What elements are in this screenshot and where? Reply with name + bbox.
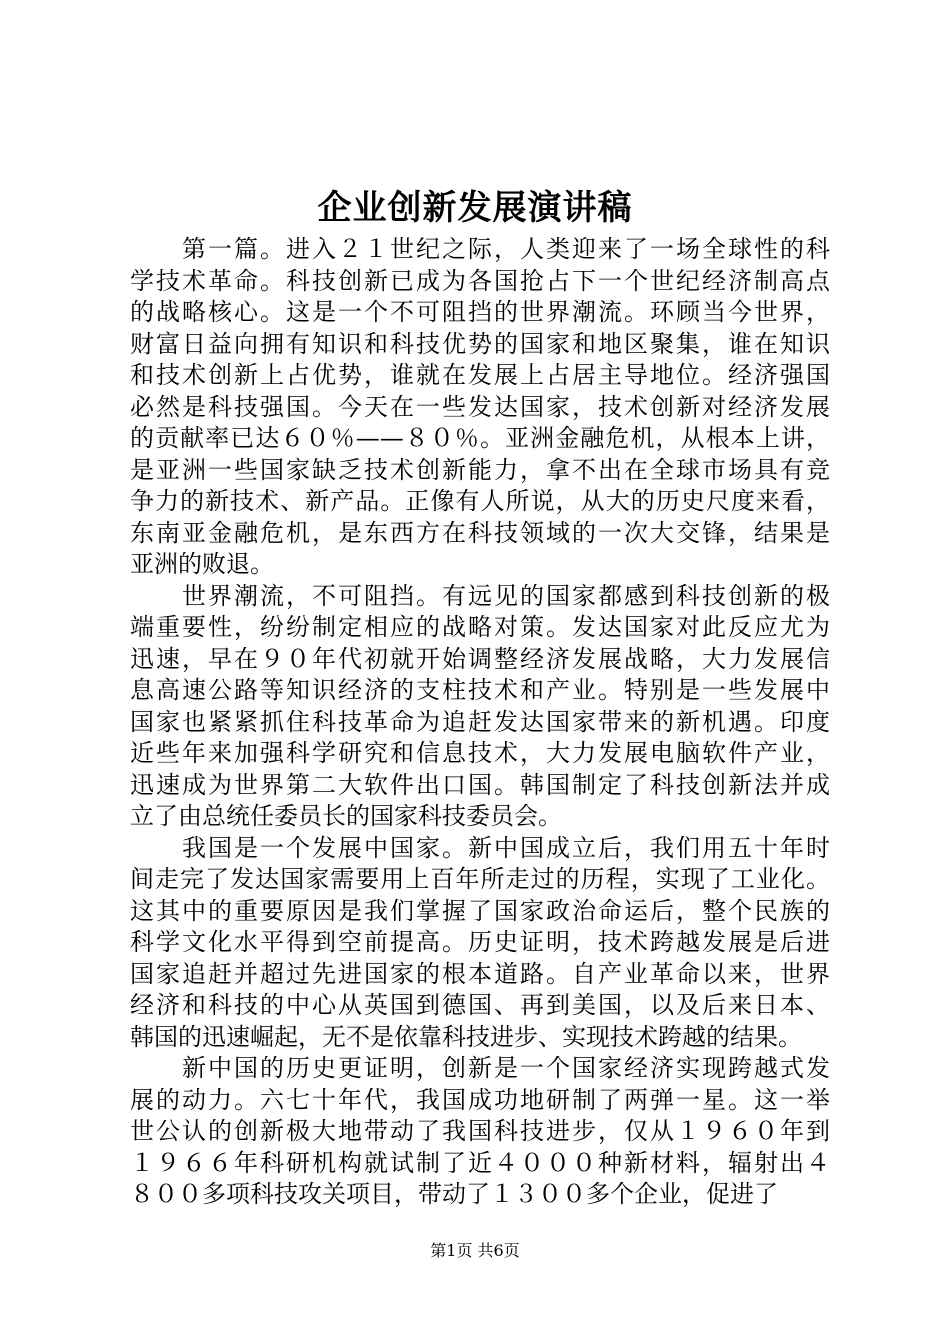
text-line: 这其中的重要原因是我们掌握了国家政治命运后，整个民族的 (130, 896, 830, 925)
text-line: ８００多项科技攻关项目，带动了１３００多个企业，促进了 (130, 1180, 778, 1208)
paragraph (130, 833, 830, 1054)
text-line: 是亚洲一些国家缺乏技术创新能力，拿不出在全球市场具有竞 (130, 455, 830, 484)
text-line: 端重要性，纷纷制定相应的战略对策。发达国家对此反应尤为 (130, 613, 830, 641)
text-line: 韩国的迅速崛起，无不是依靠科技进步、实现技术跨越的结果。 (130, 1022, 802, 1051)
text-line: 迅速，早在９０年代初就开始调整经济发展战略，大力发展信 (130, 644, 830, 673)
paragraph (130, 581, 830, 833)
text-line: 科学文化水平得到空前提高。历史证明，技术跨越发展是后进 (130, 928, 830, 956)
text-line: 第一篇。进入２１世纪之际，人类迎来了一场全球性的科 (130, 235, 830, 263)
text-line: 的贡献率已达６０％——８０％。亚洲金融危机，从根本上讲， (130, 424, 830, 452)
text-line: 新中国的历史更证明，创新是一个国家经济实现跨越式发 (130, 1054, 830, 1082)
text-line: 经济和科技的中心从英国到德国、再到美国，以及后来日本、 (130, 991, 830, 1019)
text-line: 息高速公路等知识经济的支柱技术和产业。特别是一些发展中 (130, 676, 830, 704)
text-line: 财富日益向拥有知识和科技优势的国家和地区聚集，谁在知识 (130, 329, 830, 358)
text-line: 间走完了发达国家需要用上百年所走过的历程，实现了工业化。 (130, 865, 830, 893)
text-line: 近些年来加强科学研究和信息技术，大力发展电脑软件产业， (130, 739, 830, 767)
text-line: 我国是一个发展中国家。新中国成立后，我们用五十年时 (130, 833, 830, 862)
text-line: 的战略核心。这是一个不可阻挡的世界潮流。环顾当今世界， (130, 298, 830, 326)
text-line: 亚洲的败退。 (130, 550, 274, 578)
document-body (130, 234, 830, 1211)
text-line: 世公认的创新极大地带动了我国科技进步，仅从１９６０年到 (130, 1117, 830, 1145)
text-line: 必然是科技强国。今天在一些发达国家，技术创新对经济发展 (130, 392, 830, 421)
text-line: 和技术创新上占优势，谁就在发展上占居主导地位。经济强国 (130, 361, 830, 389)
text-line: １９６６年科研机构就试制了近４０００种新材料，辐射出４ (130, 1148, 830, 1177)
text-line: 立了由总统任委员长的国家科技委员会。 (130, 802, 562, 830)
text-line: 学技术革命。科技创新已成为各国抢占下一个世纪经济制高点 (130, 266, 830, 295)
text-line: 国家也紧紧抓住科技革命为追赶发达国家带来的新机遇。印度 (130, 707, 830, 736)
text-line: 东南亚金融危机，是东西方在科技领域的一次大交锋，结果是 (130, 518, 830, 547)
text-line: 迅速成为世界第二大软件出口国。韩国制定了科技创新法并成 (130, 770, 830, 799)
paragraph (130, 234, 830, 581)
text-line: 国家追赶并超过先进国家的根本道路。自产业革命以来，世界 (130, 959, 830, 988)
text-line: 展的动力。六七十年代，我国成功地研制了两弹一星。这一举 (130, 1085, 830, 1114)
page-title: 企业创新发展演讲稿 (317, 188, 633, 228)
page-footer: 第1页 共6页 (430, 1241, 520, 1260)
text-line: 世界潮流，不可阻挡。有远见的国家都感到科技创新的极 (130, 581, 830, 610)
paragraph (130, 1053, 830, 1211)
text-line: 争力的新技术、新产品。正像有人所说，从大的历史尺度来看， (130, 487, 830, 515)
